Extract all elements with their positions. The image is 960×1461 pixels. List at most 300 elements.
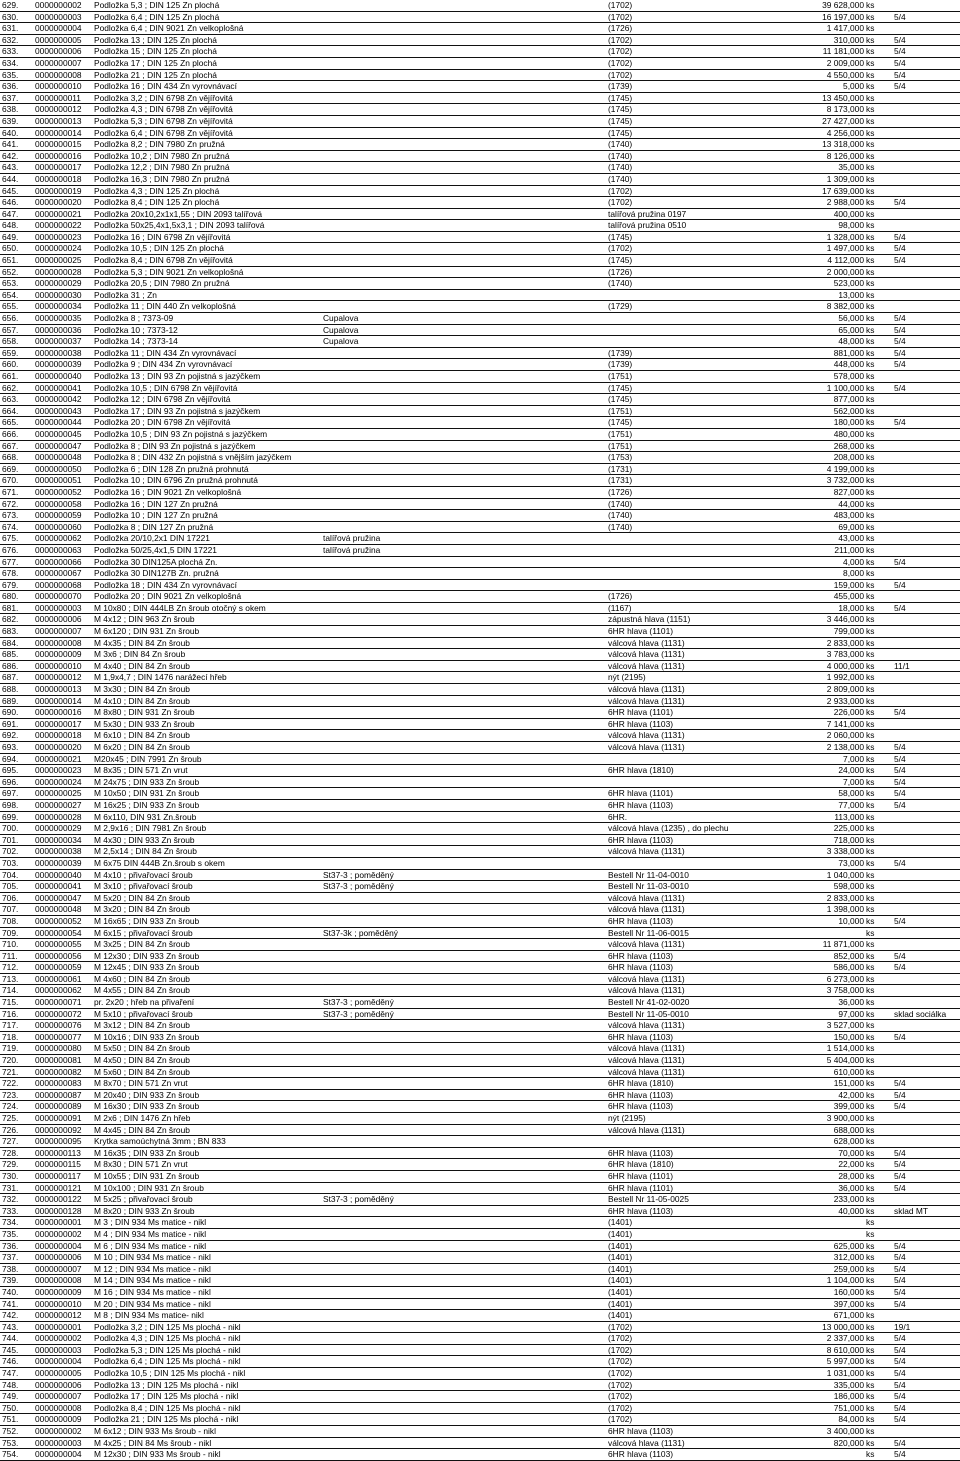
item-quantity: 65,000 bbox=[838, 324, 864, 335]
item-description: Podložka 4,3 ; DIN 125 Zn plochá bbox=[94, 185, 220, 196]
table-row bbox=[0, 441, 960, 453]
item-unit: ks bbox=[866, 1240, 875, 1251]
item-unit: ks bbox=[866, 568, 875, 579]
table-row bbox=[0, 1229, 960, 1241]
item-description: Podložka 6,4 ; DIN 9021 Zn velkoplošná bbox=[94, 23, 244, 34]
row-number: 732. bbox=[2, 1194, 19, 1205]
item-spec: talířová pružina 0510 bbox=[608, 220, 687, 231]
table-row bbox=[0, 1322, 960, 1334]
table-row bbox=[0, 1426, 960, 1438]
item-description: M 5x50 ; DIN 84 Zn šroub bbox=[94, 1043, 190, 1054]
item-quantity: 562,000 bbox=[833, 405, 864, 416]
table-row bbox=[0, 1345, 960, 1357]
item-description: Podložka 8,4 ; DIN 125 Zn plochá bbox=[94, 197, 220, 208]
table-row bbox=[0, 35, 960, 47]
row-number: 724. bbox=[2, 1101, 19, 1112]
item-description: Podložka 9 ; DIN 434 Zn vyrovnávací bbox=[94, 359, 233, 370]
item-quantity: 13,000 bbox=[838, 289, 864, 300]
item-code: 0000000021 bbox=[35, 753, 82, 764]
item-spec: (1739) bbox=[608, 359, 633, 370]
table-row bbox=[0, 383, 960, 395]
item-spec: 6HR hlava (1103) bbox=[608, 1426, 674, 1437]
item-spec: 6HR hlava (1101) bbox=[608, 626, 674, 637]
item-unit: ks bbox=[866, 1356, 875, 1367]
item-location-note: 5/4 bbox=[894, 1437, 906, 1448]
row-number: 667. bbox=[2, 440, 19, 451]
item-unit: ks bbox=[866, 150, 875, 161]
item-code: 0000000067 bbox=[35, 568, 82, 579]
item-description: Podložka 10 ; 7373-12 bbox=[94, 324, 178, 335]
item-unit: ks bbox=[866, 1170, 875, 1181]
item-code: 0000000004 bbox=[35, 23, 82, 34]
item-unit: ks bbox=[866, 1101, 875, 1112]
item-location-note: 5/4 bbox=[894, 255, 906, 266]
item-description: Podložka 20,5 ; DIN 7980 Zn pružná bbox=[94, 278, 230, 289]
item-unit: ks bbox=[866, 1182, 875, 1193]
table-row bbox=[0, 788, 960, 800]
item-quantity: 13 318,000 bbox=[822, 139, 864, 150]
item-description: M 8 ; DIN 934 Ms matice- nikl bbox=[94, 1310, 204, 1321]
item-code: 0000000004 bbox=[35, 1240, 82, 1251]
table-row bbox=[0, 800, 960, 812]
item-spec: Bestell Nr 11-03-0010 bbox=[608, 881, 689, 892]
item-unit: ks bbox=[866, 1414, 875, 1425]
item-quantity: 18,000 bbox=[838, 602, 864, 613]
item-quantity: 4 000,000 bbox=[826, 660, 864, 671]
item-description: Podložka 10 ; DIN 127 Zn pružná bbox=[94, 510, 218, 521]
item-location-note: 5/4 bbox=[894, 962, 906, 973]
item-code: 0000000007 bbox=[35, 626, 82, 637]
item-spec: (1702) bbox=[608, 1391, 633, 1402]
item-spec: (1702) bbox=[608, 1321, 633, 1332]
row-number: 630. bbox=[2, 11, 19, 22]
item-description: M 10x100 ; DIN 931 Zn šroub bbox=[94, 1182, 204, 1193]
item-material: Cupalova bbox=[323, 324, 359, 335]
item-quantity: 688,000 bbox=[833, 1124, 864, 1135]
table-row bbox=[0, 951, 960, 963]
item-unit: ks bbox=[866, 1344, 875, 1355]
item-quantity: 259,000 bbox=[833, 1263, 864, 1274]
item-quantity: 2 809,000 bbox=[826, 684, 864, 695]
item-description: Podložka 11 ; DIN 434 Zn vyrovnávací bbox=[94, 347, 237, 358]
item-quantity: 186,000 bbox=[833, 1391, 864, 1402]
row-number: 692. bbox=[2, 730, 19, 741]
table-row bbox=[0, 719, 960, 731]
item-code: 0000000062 bbox=[35, 533, 82, 544]
item-spec: (1401) bbox=[608, 1275, 633, 1286]
item-location-note: 5/4 bbox=[894, 359, 906, 370]
item-spec: (1702) bbox=[608, 185, 633, 196]
item-location-note: 5/4 bbox=[894, 776, 906, 787]
row-number: 657. bbox=[2, 324, 19, 335]
item-code: 0000000020 bbox=[35, 197, 82, 208]
item-location-note: 5/4 bbox=[894, 336, 906, 347]
table-row bbox=[0, 243, 960, 255]
item-spec: válcová hlava (1131) bbox=[608, 684, 685, 695]
item-spec: nýt (2195) bbox=[608, 672, 646, 683]
row-number: 664. bbox=[2, 405, 19, 416]
table-row bbox=[0, 568, 960, 580]
item-code: 0000000034 bbox=[35, 834, 82, 845]
item-unit: ks bbox=[866, 915, 875, 926]
item-code: 0000000029 bbox=[35, 278, 82, 289]
item-spec: válcová hlava (1131) bbox=[608, 904, 685, 915]
item-quantity: 7,000 bbox=[843, 753, 864, 764]
row-number: 633. bbox=[2, 46, 19, 57]
item-location-note: 5/4 bbox=[894, 324, 906, 335]
item-code: 0000000121 bbox=[35, 1182, 82, 1193]
item-description: M 16x30 ; DIN 933 Zn šroub bbox=[94, 1101, 200, 1112]
item-unit: ks bbox=[866, 869, 875, 880]
row-number: 717. bbox=[2, 1020, 19, 1031]
item-description: Podložka 50x25,4x1,5x3,1 ; DIN 2093 talířová bbox=[94, 220, 265, 231]
row-number: 707. bbox=[2, 904, 19, 915]
item-location-note: 5/4 bbox=[894, 1263, 906, 1274]
item-unit: ks bbox=[866, 1275, 875, 1286]
item-code: 0000000072 bbox=[35, 1008, 82, 1019]
item-code: 0000000004 bbox=[35, 1449, 82, 1460]
item-description: M 10x80 ; DIN 444LB Zn šroub otočný s okem bbox=[94, 602, 266, 613]
item-location-note: 5/4 bbox=[894, 243, 906, 254]
item-spec: válcová hlava (1131) bbox=[608, 1124, 685, 1135]
table-row bbox=[0, 220, 960, 232]
item-code: 0000000008 bbox=[35, 1275, 82, 1286]
item-description: M 5x20 ; DIN 84 Zn šroub bbox=[94, 892, 190, 903]
row-number: 637. bbox=[2, 92, 19, 103]
item-unit: ks bbox=[866, 1321, 875, 1332]
item-code: 0000000017 bbox=[35, 718, 82, 729]
item-quantity: 2 000,000 bbox=[826, 266, 864, 277]
item-spec: (1401) bbox=[608, 1298, 633, 1309]
table-row bbox=[0, 81, 960, 93]
item-spec: (1401) bbox=[608, 1252, 633, 1263]
item-description: Podložka 8 ; DIN 93 Zn pojistná s jazýčkem bbox=[94, 440, 256, 451]
item-spec: válcová hlava (1131) bbox=[608, 695, 685, 706]
item-code: 0000000022 bbox=[35, 220, 82, 231]
item-quantity: 4 112,000 bbox=[827, 255, 864, 266]
item-unit: ks bbox=[866, 208, 875, 219]
item-unit: ks bbox=[866, 730, 875, 741]
item-unit: ks bbox=[866, 533, 875, 544]
item-code: 0000000002 bbox=[35, 1333, 82, 1344]
item-unit: ks bbox=[866, 776, 875, 787]
item-code: 0000000089 bbox=[35, 1101, 82, 1112]
table-row bbox=[0, 104, 960, 116]
item-quantity: 3 732,000 bbox=[826, 475, 864, 486]
table-row bbox=[0, 1368, 960, 1380]
item-spec: zápustná hlava (1151) bbox=[608, 614, 691, 625]
row-number: 642. bbox=[2, 150, 19, 161]
item-unit: ks bbox=[866, 881, 875, 892]
item-unit: ks bbox=[866, 602, 875, 613]
item-code: 0000000047 bbox=[35, 892, 82, 903]
item-unit: ks bbox=[866, 463, 875, 474]
item-code: 0000000003 bbox=[35, 1437, 82, 1448]
row-number: 666. bbox=[2, 428, 19, 439]
item-spec: (1702) bbox=[608, 1379, 633, 1390]
row-number: 690. bbox=[2, 707, 19, 718]
item-quantity: 4,000 bbox=[843, 556, 864, 567]
item-spec: Bestell Nr 11-04-0010 bbox=[608, 869, 689, 880]
item-location-note: 5/4 bbox=[894, 857, 906, 868]
item-unit: ks bbox=[866, 997, 875, 1008]
item-code: 0000000006 bbox=[35, 1252, 82, 1263]
item-code: 0000000013 bbox=[35, 684, 82, 695]
item-code: 0000000044 bbox=[35, 417, 82, 428]
item-spec: válcová hlava (1131) bbox=[608, 973, 685, 984]
item-quantity: 820,000 bbox=[833, 1437, 864, 1448]
item-spec: válcová hlava (1131) bbox=[608, 637, 685, 648]
item-description: Podložka 10,5 ; DIN 93 Zn pojistná s jazýčkem bbox=[94, 428, 268, 439]
item-code: 0000000028 bbox=[35, 811, 82, 822]
item-location-note: 5/4 bbox=[894, 1089, 906, 1100]
item-quantity: 4 550,000 bbox=[826, 69, 864, 80]
table-row bbox=[0, 1206, 960, 1218]
item-code: 0000000034 bbox=[35, 301, 82, 312]
row-number: 656. bbox=[2, 313, 19, 324]
item-code: 0000000037 bbox=[35, 336, 82, 347]
item-quantity: 1 514,000 bbox=[826, 1043, 864, 1054]
table-row bbox=[0, 904, 960, 916]
item-unit: ks bbox=[866, 846, 875, 857]
item-unit: ks bbox=[866, 1124, 875, 1135]
item-unit: ks bbox=[866, 34, 875, 45]
item-code: 0000000056 bbox=[35, 950, 82, 961]
item-spec: 6HR hlava (1101) bbox=[608, 707, 674, 718]
item-spec: válcová hlava (1131) bbox=[608, 1043, 685, 1054]
item-location-note: 11/1 bbox=[894, 660, 910, 671]
item-description: M 16 ; DIN 934 Ms matice - nikl bbox=[94, 1286, 211, 1297]
item-code: 0000000002 bbox=[35, 1228, 82, 1239]
item-code: 0000000052 bbox=[35, 915, 82, 926]
item-description: M 4x55 ; DIN 84 Zn šroub bbox=[94, 985, 190, 996]
row-number: 719. bbox=[2, 1043, 19, 1054]
table-row bbox=[0, 649, 960, 661]
item-description: M 6x15 ; přivařovací šroub bbox=[94, 927, 193, 938]
item-code: 0000000058 bbox=[35, 498, 82, 509]
item-quantity: 1 100,000 bbox=[826, 382, 864, 393]
item-spec: (1702) bbox=[608, 1356, 633, 1367]
table-row bbox=[0, 684, 960, 696]
item-location-note: 5/4 bbox=[894, 579, 906, 590]
table-row bbox=[0, 1159, 960, 1171]
item-material: St37-3 ; poměděný bbox=[323, 1194, 394, 1205]
item-code: 0000000018 bbox=[35, 173, 82, 184]
table-row bbox=[0, 1252, 960, 1264]
item-quantity: 226,000 bbox=[833, 707, 864, 718]
item-code: 0000000010 bbox=[35, 1298, 82, 1309]
item-description: M 16x65 ; DIN 933 Zn šroub bbox=[94, 915, 200, 926]
item-code: 0000000006 bbox=[35, 46, 82, 57]
item-description: M 5x25 ; přivařovací šroub bbox=[94, 1194, 193, 1205]
item-quantity: 4 199,000 bbox=[826, 463, 864, 474]
row-number: 713. bbox=[2, 973, 19, 984]
item-description: Podložka 10,5 ; DIN 125 Zn plochá bbox=[94, 243, 224, 254]
row-number: 711. bbox=[2, 950, 18, 961]
item-code: 0000000016 bbox=[35, 150, 82, 161]
item-unit: ks bbox=[866, 185, 875, 196]
item-code: 0000000115 bbox=[35, 1159, 81, 1170]
item-location-note: 5/4 bbox=[894, 382, 906, 393]
item-code: 0000000005 bbox=[35, 34, 82, 45]
item-spec: (1745) bbox=[608, 394, 633, 405]
item-spec: (1702) bbox=[608, 46, 633, 57]
item-unit: ks bbox=[866, 962, 875, 973]
row-number: 636. bbox=[2, 81, 19, 92]
item-quantity: 448,000 bbox=[833, 359, 864, 370]
item-quantity: 13 450,000 bbox=[822, 92, 864, 103]
item-unit: ks bbox=[866, 510, 875, 521]
item-quantity: 335,000 bbox=[833, 1379, 864, 1390]
item-spec: (1740) bbox=[608, 162, 633, 173]
item-code: 0000000004 bbox=[35, 1356, 82, 1367]
item-spec: 6HR hlava (1101) bbox=[608, 1170, 674, 1181]
item-spec: 6HR hlava (1103) bbox=[608, 799, 674, 810]
table-row bbox=[0, 0, 960, 12]
table-row bbox=[0, 1380, 960, 1392]
item-code: 0000000039 bbox=[35, 359, 82, 370]
row-number: 745. bbox=[2, 1344, 19, 1355]
item-code: 0000000014 bbox=[35, 127, 82, 138]
table-row bbox=[0, 1032, 960, 1044]
item-unit: ks bbox=[866, 301, 875, 312]
item-unit: ks bbox=[866, 637, 875, 648]
item-code: 0000000028 bbox=[35, 266, 82, 277]
item-description: M 8x35 ; DIN 571 Zn vrut bbox=[94, 765, 188, 776]
table-row bbox=[0, 997, 960, 1009]
table-row bbox=[0, 893, 960, 905]
item-unit: ks bbox=[866, 336, 875, 347]
item-unit: ks bbox=[866, 985, 875, 996]
item-quantity: 1 309,000 bbox=[826, 173, 864, 184]
item-unit: ks bbox=[866, 417, 875, 428]
item-description: M 4x35 ; DIN 84 Zn šroub bbox=[94, 637, 190, 648]
item-description: Podložka 6,4 ; DIN 6798 Zn vějířovitá bbox=[94, 127, 233, 138]
table-row bbox=[0, 835, 960, 847]
item-material: St37-3 ; poměděný bbox=[323, 869, 394, 880]
item-unit: ks bbox=[866, 0, 875, 10]
item-location-note: sklad MT bbox=[894, 1205, 928, 1216]
item-spec: 6HR hlava (1103) bbox=[608, 834, 674, 845]
table-row bbox=[0, 557, 960, 569]
table-row bbox=[0, 417, 960, 429]
row-number: 720. bbox=[2, 1055, 19, 1066]
item-location-note: 5/4 bbox=[894, 1275, 906, 1286]
row-number: 658. bbox=[2, 336, 19, 347]
row-number: 710. bbox=[2, 939, 19, 950]
table-row bbox=[0, 359, 960, 371]
table-row bbox=[0, 696, 960, 708]
item-quantity: 13 000,000 bbox=[822, 1321, 864, 1332]
item-unit: ks bbox=[866, 660, 875, 671]
item-description: M 10x16 ; DIN 933 Zn šroub bbox=[94, 1031, 200, 1042]
table-row bbox=[0, 1438, 960, 1450]
item-description: M20x45 ; DIN 7991 Zn šroub bbox=[94, 753, 202, 764]
item-spec: (1702) bbox=[608, 1414, 633, 1425]
item-unit: ks bbox=[866, 556, 875, 567]
table-row bbox=[0, 58, 960, 70]
item-code: 0000000024 bbox=[35, 243, 82, 254]
table-row bbox=[0, 209, 960, 221]
table-row bbox=[0, 1067, 960, 1079]
item-unit: ks bbox=[866, 1089, 875, 1100]
item-unit: ks bbox=[866, 1159, 875, 1170]
item-code: 0000000003 bbox=[35, 602, 82, 613]
item-unit: ks bbox=[866, 626, 875, 637]
item-description: M 4x60 ; DIN 84 Zn šroub bbox=[94, 973, 190, 984]
table-row bbox=[0, 672, 960, 684]
table-row bbox=[0, 70, 960, 82]
item-quantity: 1 104,000 bbox=[826, 1275, 864, 1286]
item-spec: (1745) bbox=[608, 115, 633, 126]
item-unit: ks bbox=[866, 324, 875, 335]
row-number: 702. bbox=[2, 846, 19, 857]
item-unit: ks bbox=[866, 1402, 875, 1413]
row-number: 730. bbox=[2, 1170, 19, 1181]
row-number: 729. bbox=[2, 1159, 19, 1170]
item-unit: ks bbox=[866, 1020, 875, 1031]
item-description: M 12 ; DIN 934 Ms matice - nikl bbox=[94, 1263, 211, 1274]
row-number: 742. bbox=[2, 1310, 19, 1321]
table-row bbox=[0, 162, 960, 174]
item-code: 0000000095 bbox=[35, 1136, 82, 1147]
item-location-note: 5/4 bbox=[894, 1379, 906, 1390]
item-location-note: 5/4 bbox=[894, 915, 906, 926]
table-row bbox=[0, 545, 960, 557]
item-unit: ks bbox=[866, 892, 875, 903]
item-description: M 6x10 ; DIN 84 Zn šroub bbox=[94, 730, 190, 741]
item-code: 0000000023 bbox=[35, 231, 82, 242]
item-unit: ks bbox=[866, 1252, 875, 1263]
item-unit: ks bbox=[866, 950, 875, 961]
row-number: 671. bbox=[2, 486, 19, 497]
item-location-note: 5/4 bbox=[894, 742, 906, 752]
item-code: 0000000070 bbox=[35, 591, 82, 602]
table-row bbox=[0, 255, 960, 267]
item-location-note: 5/4 bbox=[894, 1333, 906, 1344]
item-unit: ks bbox=[866, 1426, 875, 1437]
item-spec: válcová hlava (1131) bbox=[608, 892, 685, 903]
table-row bbox=[0, 742, 960, 754]
row-number: 649. bbox=[2, 231, 19, 242]
item-description: Podložka 10,5 ; DIN 6798 Zn vějířovitá bbox=[94, 382, 238, 393]
row-number: 673. bbox=[2, 510, 19, 521]
table-row bbox=[0, 1148, 960, 1160]
item-unit: ks bbox=[866, 1136, 875, 1147]
item-spec: (1702) bbox=[608, 243, 633, 254]
item-description: Podložka 8,2 ; DIN 7980 Zn pružná bbox=[94, 139, 225, 150]
item-code: 0000000024 bbox=[35, 776, 82, 787]
item-location-note: 5/4 bbox=[894, 1402, 906, 1413]
item-unit: ks bbox=[866, 684, 875, 695]
table-row bbox=[0, 1078, 960, 1090]
item-description: M 4x10 ; DIN 84 Zn šroub bbox=[94, 695, 190, 706]
table-row bbox=[0, 1264, 960, 1276]
table-row bbox=[0, 46, 960, 58]
item-spec: nýt (2195) bbox=[608, 1113, 646, 1123]
item-unit: ks bbox=[866, 1066, 875, 1077]
item-quantity: 225,000 bbox=[833, 823, 864, 834]
table-row bbox=[0, 591, 960, 603]
row-number: 728. bbox=[2, 1147, 19, 1158]
table-row bbox=[0, 325, 960, 337]
row-number: 641. bbox=[2, 139, 19, 150]
item-spec: (1751) bbox=[608, 428, 633, 439]
row-number: 643. bbox=[2, 162, 19, 173]
item-description: M 2,9x16 ; DIN 7981 Zn šroub bbox=[94, 823, 207, 834]
item-unit: ks bbox=[866, 162, 875, 173]
item-spec: Bestell Nr 11-05-0025 bbox=[608, 1194, 689, 1205]
